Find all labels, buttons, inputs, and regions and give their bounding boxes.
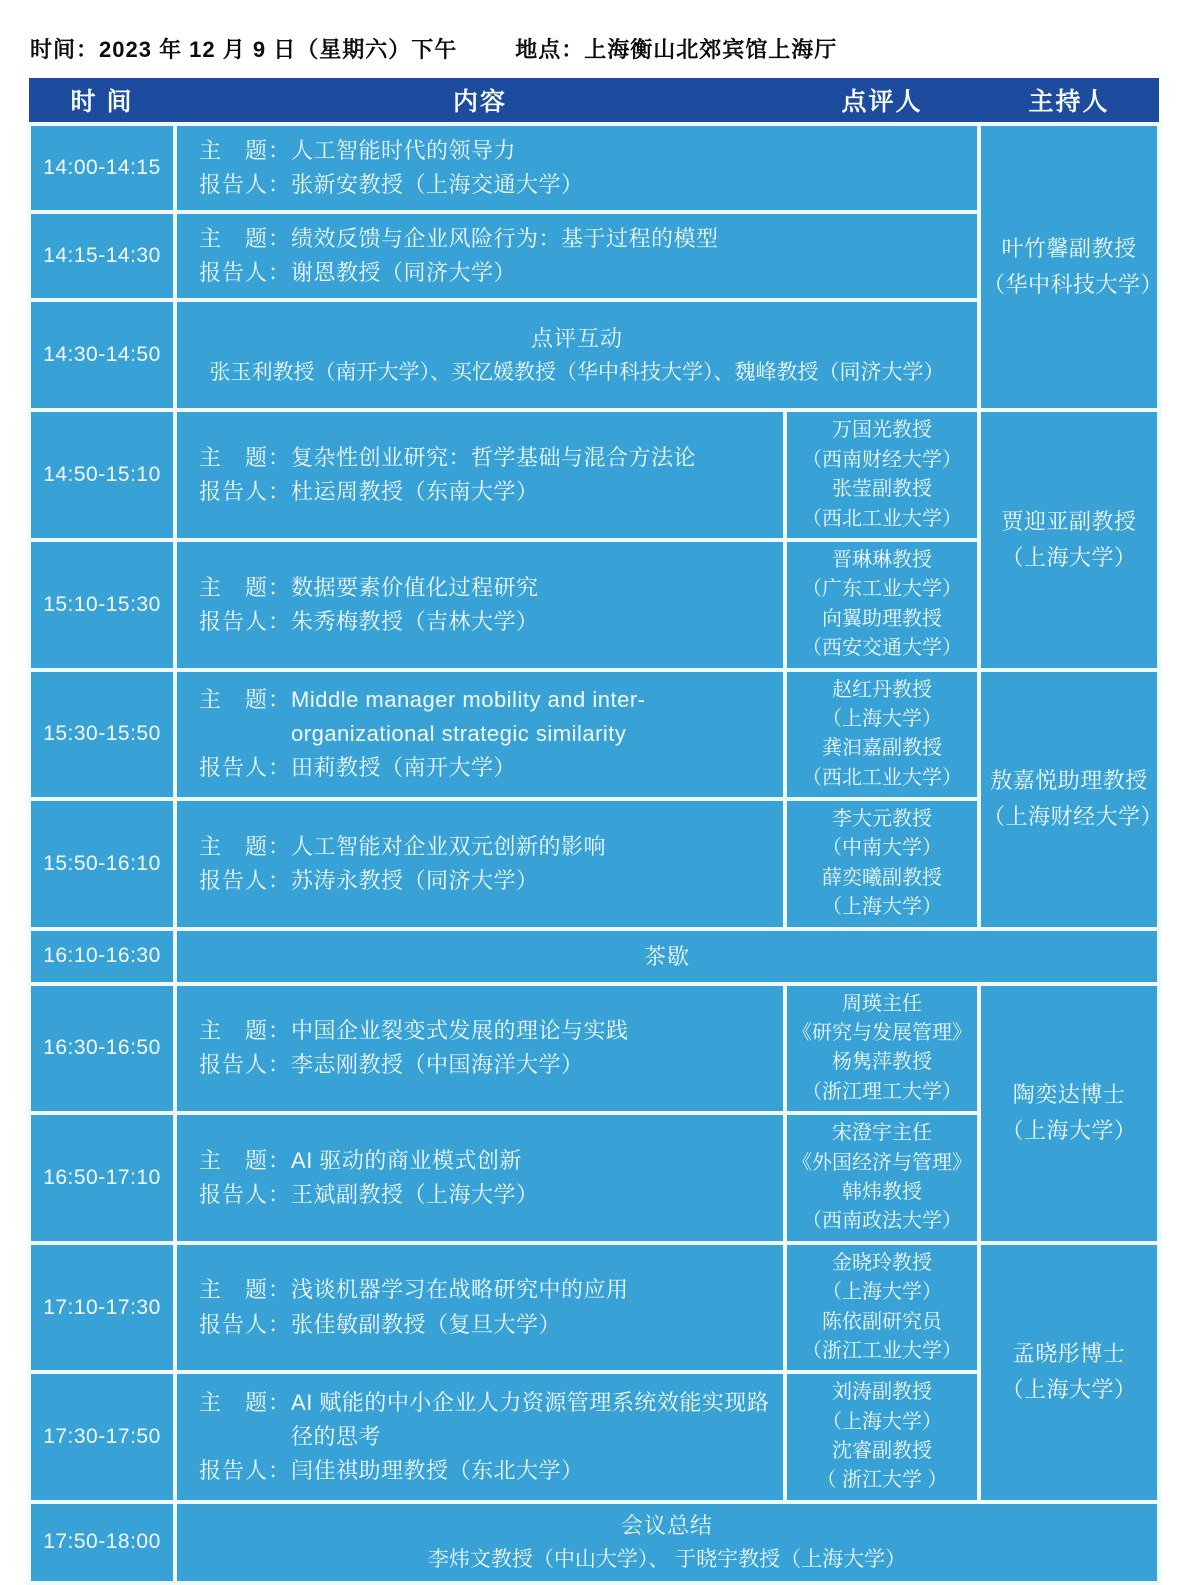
session-cell bbox=[175, 670, 785, 800]
time-cell: 17:10-17:30 bbox=[29, 1243, 175, 1373]
schedule-row bbox=[29, 1243, 1159, 1373]
session-reporter-text: 杜运周教授（东南大学） bbox=[291, 479, 539, 505]
session-cell bbox=[175, 124, 979, 212]
commentator-line: 向翼助理教授 bbox=[822, 607, 942, 630]
session-topic-text: 人工智能对企业双元创新的影响 bbox=[291, 833, 607, 859]
commentator-line: （上海大学） bbox=[822, 707, 942, 730]
session-topic-label: 主 题： bbox=[199, 833, 292, 859]
time-cell: 15:50-16:10 bbox=[29, 799, 175, 929]
session-reporter-text: 谢恩教授（同济大学） bbox=[291, 260, 517, 286]
meta-place-label: 地点： bbox=[515, 37, 585, 62]
session-reporter-label: 报告人： bbox=[199, 867, 292, 893]
session-topic-text: 浅谈机器学习在战略研究中的应用 bbox=[291, 1277, 629, 1303]
commentator-line: （西安交通大学） bbox=[802, 637, 962, 660]
commentator-line: （西南政法大学） bbox=[802, 1210, 962, 1233]
commentator-cell bbox=[785, 540, 979, 670]
session-reporter-line bbox=[199, 168, 967, 202]
commentator-line: 金晓玲教授 bbox=[832, 1251, 932, 1274]
session-cell bbox=[175, 1243, 785, 1373]
commentator-cell bbox=[785, 1372, 979, 1502]
session-reporter-line bbox=[199, 1048, 773, 1082]
session-reporter-label: 报告人： bbox=[199, 1052, 292, 1078]
session-reporter-text: 张佳敏副教授（复旦大学） bbox=[291, 1311, 562, 1337]
session-cell bbox=[175, 410, 785, 540]
session-reporter-label: 报告人： bbox=[199, 172, 292, 198]
schedule-header bbox=[29, 78, 1159, 124]
session-reporter-line bbox=[199, 1308, 773, 1342]
commentator-line: 晋琳琳教授 bbox=[832, 548, 932, 571]
session-topic-line bbox=[199, 830, 773, 864]
time-cell: 16:30-16:50 bbox=[29, 984, 175, 1114]
session-reporter-label: 报告人： bbox=[199, 1181, 292, 1207]
schedule-row bbox=[29, 124, 1159, 212]
session-reporter-text: 李志刚教授（中国海洋大学） bbox=[291, 1052, 584, 1078]
commentator-line: 周瑛主任 bbox=[842, 992, 922, 1015]
commentator-cell bbox=[785, 1113, 979, 1243]
session-topic-label: 主 题： bbox=[199, 138, 292, 163]
session-reporter-line bbox=[199, 864, 773, 898]
session-topic-line bbox=[199, 1144, 773, 1178]
time-cell: 14:00-14:15 bbox=[29, 124, 175, 212]
session-cell bbox=[175, 1372, 785, 1502]
schedule-body bbox=[29, 124, 1164, 1583]
time-cell: 14:15-14:30 bbox=[29, 212, 175, 300]
commentator-line: （上海大学） bbox=[822, 896, 942, 919]
col-header-host: 主持人 bbox=[979, 78, 1159, 124]
session-topic-label: 主 题： bbox=[199, 1277, 292, 1303]
session-reporter-label: 报告人： bbox=[199, 479, 292, 505]
host-cell bbox=[979, 670, 1164, 929]
session-topic-text: 人工智能时代的领导力 bbox=[291, 138, 517, 163]
meta-line bbox=[30, 33, 837, 64]
session-reporter-label: 报告人： bbox=[199, 755, 292, 781]
session-topic-line bbox=[199, 134, 967, 168]
time-cell: 15:30-15:50 bbox=[29, 670, 175, 800]
commentator-line: （广东工业大学） bbox=[802, 578, 962, 601]
session-topic-line bbox=[199, 571, 773, 605]
commentator-line: （浙江工业大学） bbox=[802, 1339, 962, 1362]
meta-place-value: 上海衡山北郊宾馆上海厅 bbox=[584, 37, 838, 62]
col-header-content: 内容 bbox=[175, 78, 785, 124]
commentator-cell bbox=[785, 670, 979, 800]
session-topic-label: 主 题： bbox=[199, 1147, 292, 1173]
session-reporter-text: 王斌副教授（上海大学） bbox=[291, 1181, 539, 1207]
session-reporter-label: 报告人： bbox=[199, 1311, 292, 1337]
commentator-cell bbox=[785, 984, 979, 1114]
col-header-commentator: 点评人 bbox=[785, 78, 979, 124]
session-cell bbox=[175, 799, 785, 929]
session-topic-text: 数据要素价值化过程研究 bbox=[291, 574, 539, 600]
host-name: 陶奕达博士 bbox=[1012, 1081, 1126, 1107]
time-cell: 14:30-14:50 bbox=[29, 300, 175, 410]
session-topic-text: Middle manager mobility and inter-organizational strategic similarity bbox=[291, 687, 646, 747]
session-reporter-text: 朱秀梅教授（吉林大学） bbox=[291, 608, 539, 634]
commentator-line: （西北工业大学） bbox=[802, 507, 962, 530]
time-cell: 14:50-15:10 bbox=[29, 410, 175, 540]
session-topic-line bbox=[199, 1014, 773, 1048]
session-topic-label: 主 题： bbox=[199, 445, 292, 471]
session-topic-text: 复杂性创业研究：哲学基础与混合方法论 bbox=[291, 445, 697, 471]
time-cell: 17:30-17:50 bbox=[29, 1372, 175, 1502]
commentator-line: （上海大学） bbox=[822, 1281, 942, 1304]
host-cell bbox=[979, 124, 1164, 410]
commentator-line: 沈睿副教授 bbox=[832, 1440, 932, 1463]
center-line: 张玉利教授（南开大学）、买忆媛教授（华中科技大学）、魏峰教授（同济大学） bbox=[209, 361, 945, 385]
center-title: 茶歇 bbox=[643, 943, 690, 969]
commentator-line: （浙江理工大学） bbox=[802, 1080, 962, 1103]
session-reporter-text: 张新安教授（上海交通大学） bbox=[291, 172, 584, 198]
session-reporter-text: 苏涛永教授（同济大学） bbox=[291, 867, 539, 893]
center-cell bbox=[175, 929, 1159, 984]
commentator-cell bbox=[785, 1243, 979, 1373]
commentator-cell bbox=[785, 410, 979, 540]
commentator-line: 《研究与发展管理》 bbox=[792, 1022, 972, 1045]
session-reporter-label: 报告人： bbox=[199, 1458, 292, 1484]
commentator-line: （ 浙江大学 ） bbox=[816, 1469, 948, 1492]
host-org: （上海大学） bbox=[1001, 1377, 1137, 1403]
commentator-line: 宋澄宇主任 bbox=[832, 1122, 932, 1145]
schedule-table bbox=[27, 78, 1164, 1585]
session-reporter-line bbox=[199, 1178, 773, 1212]
commentator-line: （西北工业大学） bbox=[802, 766, 962, 789]
session-reporter-line bbox=[199, 751, 773, 785]
session-topic-line bbox=[199, 441, 773, 475]
host-cell bbox=[979, 1243, 1159, 1502]
time-cell: 16:50-17:10 bbox=[29, 1113, 175, 1243]
session-topic-text: 中国企业裂变式发展的理论与实践 bbox=[291, 1018, 629, 1044]
session-topic-line bbox=[199, 222, 967, 256]
commentator-line: 万国光教授 bbox=[832, 419, 932, 442]
session-cell bbox=[175, 540, 785, 670]
session-topic-line bbox=[199, 683, 773, 751]
center-title: 点评互动 bbox=[530, 325, 623, 351]
session-reporter-label: 报告人： bbox=[199, 608, 292, 634]
session-topic-text: AI 驱动的商业模式创新 bbox=[291, 1147, 522, 1173]
commentator-line: 李大元教授 bbox=[832, 808, 932, 831]
commentator-line: 杨隽萍教授 bbox=[832, 1051, 932, 1074]
commentator-line: 龚汩嘉副教授 bbox=[822, 737, 942, 760]
meta-time-label: 时间： bbox=[30, 37, 100, 62]
session-reporter-line bbox=[199, 256, 967, 290]
center-line: 李炜文教授（中山大学）、 于晓宇教授（上海大学） bbox=[427, 1548, 907, 1572]
header-row bbox=[29, 78, 1159, 124]
commentator-line: 张莹副教授 bbox=[832, 478, 932, 501]
schedule-row bbox=[29, 929, 1159, 984]
session-reporter-line bbox=[199, 605, 773, 639]
host-org: （上海大学） bbox=[1001, 544, 1137, 570]
host-org: （上海大学） bbox=[1001, 1118, 1137, 1144]
commentator-line: 韩炜教授 bbox=[842, 1180, 922, 1203]
session-topic-text: AI 赋能的中小企业人力资源管理系统效能实现路径的思考 bbox=[291, 1389, 770, 1450]
commentator-line: 薛奕曦副教授 bbox=[822, 866, 942, 889]
center-cell bbox=[175, 1502, 1159, 1583]
col-header-time: 时 间 bbox=[29, 78, 175, 124]
host-cell bbox=[979, 410, 1159, 669]
schedule-row bbox=[29, 1502, 1159, 1583]
schedule-row bbox=[29, 984, 1159, 1114]
host-name: 孟晓彤博士 bbox=[1012, 1341, 1126, 1367]
session-reporter-text: 闫佳祺助理教授（东北大学） bbox=[291, 1458, 584, 1484]
session-cell bbox=[175, 212, 979, 300]
session-topic-label: 主 题： bbox=[199, 574, 292, 600]
session-topic-label: 主 题： bbox=[199, 1018, 292, 1044]
schedule-row bbox=[29, 670, 1159, 800]
session-cell bbox=[175, 1113, 785, 1243]
commentator-line: （西南财经大学） bbox=[802, 448, 962, 471]
schedule-row bbox=[29, 410, 1159, 540]
commentator-line: 刘涛副教授 bbox=[832, 1381, 932, 1404]
commentator-line: （上海大学） bbox=[822, 1410, 942, 1433]
commentator-cell bbox=[785, 799, 979, 929]
host-org: （上海财经大学） bbox=[983, 804, 1164, 830]
center-title: 会议总结 bbox=[620, 1512, 713, 1538]
session-reporter-line bbox=[199, 475, 773, 509]
session-reporter-text: 田莉教授（南开大学） bbox=[291, 755, 517, 781]
session-topic-line bbox=[199, 1273, 773, 1307]
host-name: 敖嘉悦助理教授 bbox=[990, 767, 1148, 793]
host-name: 叶竹馨副教授 bbox=[1001, 235, 1137, 261]
session-topic-line bbox=[199, 1386, 773, 1454]
session-topic-text: 绩效反馈与企业风险行为：基于过程的模型 bbox=[291, 226, 719, 252]
session-reporter-line bbox=[199, 1454, 773, 1488]
host-name: 贾迎亚副教授 bbox=[1001, 508, 1137, 534]
session-topic-label: 主 题： bbox=[199, 1389, 292, 1415]
commentator-line: 赵红丹教授 bbox=[832, 678, 932, 701]
time-cell: 16:10-16:30 bbox=[29, 929, 175, 984]
host-cell bbox=[979, 984, 1159, 1243]
session-cell bbox=[175, 984, 785, 1114]
session-topic-label: 主 题： bbox=[199, 226, 292, 252]
commentator-line: 陈依副研究员 bbox=[822, 1310, 942, 1333]
center-cell bbox=[175, 300, 979, 410]
session-topic-label: 主 题： bbox=[199, 687, 292, 713]
time-cell: 15:10-15:30 bbox=[29, 540, 175, 670]
session-reporter-label: 报告人： bbox=[199, 260, 292, 286]
commentator-line: 《外国经济与管理》 bbox=[792, 1151, 972, 1174]
meta-time-value: 2023 年 12 月 9 日（星期六）下午 bbox=[99, 37, 458, 62]
commentator-line: （中南大学） bbox=[822, 837, 942, 860]
host-org: （华中科技大学） bbox=[983, 272, 1164, 298]
time-cell: 17:50-18:00 bbox=[29, 1502, 175, 1583]
